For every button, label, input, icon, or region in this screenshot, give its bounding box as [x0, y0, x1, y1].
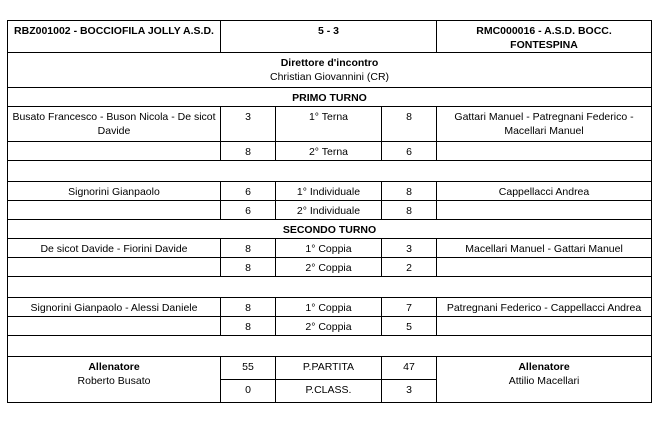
spacer-row: [8, 161, 652, 182]
empty-cell: [8, 142, 221, 161]
coppia2b-label: 2° Coppia: [276, 317, 382, 336]
classifica-away: 3: [382, 380, 437, 403]
away-coach-label: Allenatore: [518, 361, 570, 373]
coppia1a-away-score: 3: [382, 239, 437, 258]
empty-cell: [437, 201, 652, 220]
terna2-label: 2° Terna: [276, 142, 382, 161]
match-report-table: [7, 20, 652, 403]
director-row: [8, 53, 652, 88]
spacer-row: [8, 336, 652, 357]
coppia2b-away-score: 5: [382, 317, 437, 336]
terna2-away-score: 6: [382, 142, 437, 161]
spacer-row: [8, 277, 652, 298]
coppia1a-label: 1° Coppia: [276, 239, 382, 258]
classifica-label: P.CLASS.: [276, 380, 382, 403]
empty-cell: [437, 258, 652, 277]
coppia2-away-players: Patregnani Federico - Cappellacci Andrea: [437, 298, 652, 317]
turno1-title: PRIMO TURNO: [8, 88, 652, 107]
empty-cell: [437, 142, 652, 161]
individuale-row-2: [8, 201, 652, 220]
terna1-home-score: 3: [221, 107, 276, 142]
coppia2-row-2: [8, 317, 652, 336]
home-coach-label: Allenatore: [88, 361, 140, 373]
coppia1b-away-score: 2: [382, 258, 437, 277]
terna2-home-score: 8: [221, 142, 276, 161]
individuale1-label: 1° Individuale: [276, 182, 382, 201]
coppia1b-home-score: 8: [221, 258, 276, 277]
turno2-title-row: [8, 220, 652, 239]
spacer-cell: [8, 336, 652, 357]
home-coach-cell: [8, 357, 221, 403]
individuale2-home-score: 6: [221, 201, 276, 220]
terna1-label: 1° Terna: [276, 107, 382, 142]
empty-cell: [8, 258, 221, 277]
coppia2-home-players: Signorini Gianpaolo - Alessi Daniele: [8, 298, 221, 317]
individuale-home-player: Signorini Gianpaolo: [8, 182, 221, 201]
terna-away-players: Gattari Manuel - Patregnani Federico - Macellari Manuel: [437, 107, 652, 142]
coppia1b-label: 2° Coppia: [276, 258, 382, 277]
empty-cell: [437, 317, 652, 336]
director-name: Christian Giovannini (CR): [269, 71, 390, 83]
individuale2-label: 2° Individuale: [276, 201, 382, 220]
away-coach-cell: [437, 357, 652, 403]
footer-row-1: [8, 357, 652, 380]
coppia1-row-2: [8, 258, 652, 277]
spacer-cell: [8, 277, 652, 298]
home-team-name: RBZ001002 - BOCCIOFILA JOLLY A.S.D.: [8, 21, 221, 53]
match-score: 5 - 3: [221, 21, 437, 53]
individuale1-home-score: 6: [221, 182, 276, 201]
partita-home: 55: [221, 357, 276, 380]
individuale-row-1: [8, 182, 652, 201]
coppia1a-home-score: 8: [221, 239, 276, 258]
terna-home-players: Busato Francesco - Buson Nicola - De sicot Davide: [8, 107, 221, 142]
empty-cell: [8, 201, 221, 220]
director-cell: [8, 53, 652, 88]
classifica-home: 0: [221, 380, 276, 403]
away-team-name: RMC000016 - A.S.D. BOCC. FONTESPINA: [437, 21, 652, 53]
coppia2a-home-score: 8: [221, 298, 276, 317]
partita-away: 47: [382, 357, 437, 380]
terna1-away-score: 8: [382, 107, 437, 142]
individuale1-away-score: 8: [382, 182, 437, 201]
coppia2-row-1: [8, 298, 652, 317]
coppia1-row-1: [8, 239, 652, 258]
spacer-cell: [8, 161, 652, 182]
turno1-title-row: [8, 88, 652, 107]
coppia2a-away-score: 7: [382, 298, 437, 317]
coppia2a-label: 1° Coppia: [276, 298, 382, 317]
coppia1-home-players: De sicot Davide - Fiorini Davide: [8, 239, 221, 258]
turno2-title: SECONDO TURNO: [8, 220, 652, 239]
away-coach-name: Attilio Macellari: [508, 375, 580, 387]
individuale2-away-score: 8: [382, 201, 437, 220]
home-coach-name: Roberto Busato: [77, 375, 151, 387]
header-row: [8, 21, 652, 53]
individuale-away-player: Cappellacci Andrea: [437, 182, 652, 201]
director-label: Direttore d'incontro: [280, 57, 379, 69]
partita-label: P.PARTITA: [276, 357, 382, 380]
terna-row-2: [8, 142, 652, 161]
terna-row-1: [8, 107, 652, 142]
coppia1-away-players: Macellari Manuel - Gattari Manuel: [437, 239, 652, 258]
empty-cell: [8, 317, 221, 336]
coppia2b-home-score: 8: [221, 317, 276, 336]
